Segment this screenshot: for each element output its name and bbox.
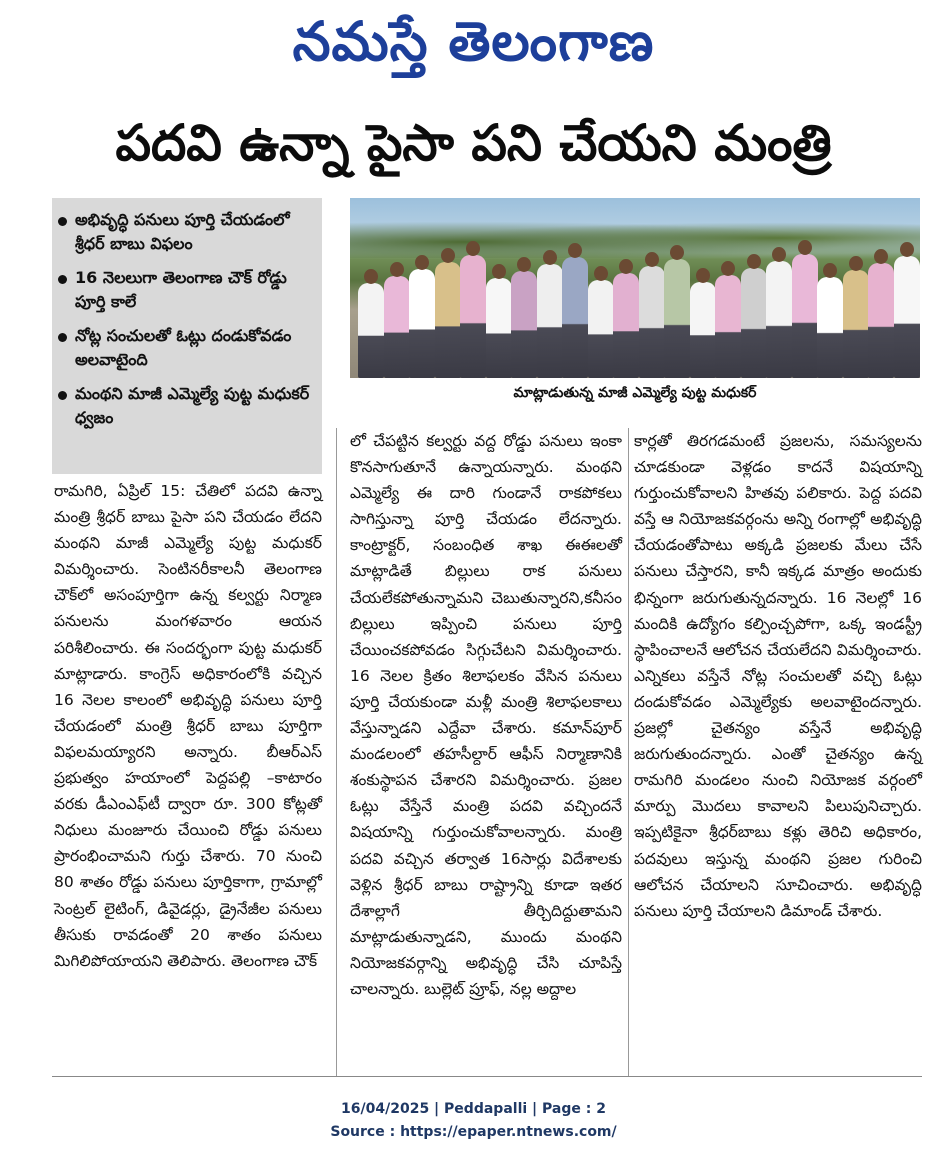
photo-person: [460, 255, 486, 378]
bullet-dot-icon: [58, 333, 67, 342]
photo-person: [588, 280, 614, 378]
photo-person: [537, 264, 563, 378]
photo-person: [358, 283, 384, 378]
photo-person-head: [645, 252, 659, 267]
photo-person-head: [696, 268, 710, 283]
photo-person-head: [747, 254, 761, 269]
photo-person-head: [492, 264, 506, 279]
photo-person-head: [568, 243, 582, 258]
photo-person: [486, 278, 512, 378]
footer-divider: [52, 1076, 922, 1077]
photo-person-head: [670, 245, 684, 260]
photo-person-head: [543, 250, 557, 265]
bullet-dot-icon: [58, 217, 67, 226]
photo-person: [868, 263, 894, 378]
photo-person-head: [823, 263, 837, 278]
highlight-item: [58, 382, 316, 430]
photo-person: [511, 271, 537, 378]
bullet-dot-icon: [58, 391, 67, 400]
photo-person: [741, 268, 767, 378]
photo-person-head: [466, 241, 480, 256]
photo-person: [613, 273, 639, 378]
photo-person: [817, 277, 843, 378]
photo-group-of-people: [350, 238, 920, 378]
column-divider: [336, 428, 337, 1076]
photo-person: [792, 254, 818, 378]
photo-person: [639, 266, 665, 378]
highlight-text: 16 నెలలుగా తెలంగాణ చౌక్ రోడ్డు పూర్తి కాలే: [75, 268, 287, 311]
photo-person-head: [619, 259, 633, 274]
highlight-text: నోట్ల సంచులతో ఓట్లు దండుకోవడం అలవాటైంది: [75, 326, 292, 369]
column-divider: [628, 428, 629, 1076]
photo-person-head: [798, 240, 812, 255]
photo-person-head: [441, 248, 455, 263]
photo-person-head: [390, 262, 404, 277]
photo-person: [843, 270, 869, 378]
photo-person: [715, 275, 741, 378]
photo-person-head: [721, 261, 735, 276]
highlight-item: [58, 208, 316, 256]
highlights-box: [52, 198, 322, 474]
photo-person: [766, 261, 792, 378]
photo-person: [409, 269, 435, 378]
photo-person-head: [849, 256, 863, 271]
bullet-dot-icon: [58, 275, 67, 284]
article-column-3: కార్లతో తిరగడమంటే ప్రజలను, సమస్యలను చూడకుండా వెళ్లడం కాదనే విషయాన్ని గుర్తుంచుకోవాలని హితవు పలికారు. పెద్ద పదవి వస్తే ఆ నియోజకవర్గంను అన్ని రంగాల్లో అభివృద్ధి చేయడంతోపాటు అక్కడి ప్రజలకు మేలు చేసే పనులు చేస్తారని, కానీ ఇక్కడ మాత్రం అందుకు భిన్నంగా జరుగుతున్నదన్నారు. 16 నెలల్లో 16 మందికి ఉద్యోగం కల్పించ్చపోగా, ఒక్క ఇండస్ట్రీ స్థాపించాలనే ఆలోచన చేయలేదని విమర్శించారు. ఎన్నికలు వస్తేనే నోట్ల సంచులతో వచ్చి ఓట్లు దండుకోవడం ఎమ్మెల్యేకు అలవాటైందన్నారు. ప్రజల్లో చైతన్యం వస్తేనే అభివృద్ధి జరుగుతుందన్నారు. ఎంతో చైతన్యం ఉన్న రామగిరి మండలం నుంచి నియోజక వర్గంలో మార్పు మొదలు కావాలని పిలుపునిచ్చారు. ఇప్పటికైనా శ్రీధర్‌బాబు కళ్లు తెరిచి అధికారం, పదవులు ఇస్తున్న మంథని ప్రజల గురించి ఆలోచన చేయాలని సూచించారు. అభివృద్ధి పనులు పూర్తి చేయాలని డిమాండ్ చేశారు.: [634, 432, 922, 920]
photo-person-head: [874, 249, 888, 264]
article-column-1: రామగిరి, ఏప్రిల్ 15: చేతిలో పదవి ఉన్నా మంత్రి శ్రీధర్ బాబు పైసా పని చేయడం లేదని మంథని మాజీ ఎమ్మెల్యే పుట్ట మధుకర్ విమర్శించారు. సెంటినరీకాలనీ తెలంగాణ చౌక్‌లో అసంపూర్తిగా ఉన్న కల్వర్టు నిర్మాణ పనులను మంగళవారం ఆయన పరిశీలించారు. ఈ సందర్భంగా పుట్ట మధుకర్ మాట్లాడారు. కాంగ్రెస్ అధికారంలోకి వచ్చిన 16 నెలల కాలంలో అభివృద్ధి పనులు పూర్తి చేయడంలో మంత్రి శ్రీధర్ బాబు పూర్తిగా విఫలమయ్యారని అన్నారు. బీఆర్ఎస్ ప్రభుత్వం హయాంలో పెద్దపల్లి –కాటారం వరకు డీఎంఎఫ్‌టీ ద్వారా రూ. 300 కోట్లతో నిధులు మంజూరు చేయించి రోడ్డు పనులు ప్రారంభించామని గుర్తు చేశారు. 70 నుంచి 80 శాతం రోడ్డు పనులు పూర్తికాగా, గ్రామాల్లో సెంట్రల్ లైటింగ్, డివైడర్లు, డ్రైనేజీల పనులు తీసుకు రావడంతో 20 శాతం పనులు మిగిలిపోయాయని తెలిపారు. తెలంగాణ చౌక్: [54, 482, 322, 970]
masthead-logo: నమస్తే తెలంగాణ: [292, 9, 655, 73]
photo-person: [894, 256, 920, 378]
photo-person-head: [517, 257, 531, 272]
highlight-item: [58, 266, 316, 314]
news-photo: [350, 198, 920, 378]
footer-source: Source : https://epaper.ntnews.com/: [330, 1124, 617, 1140]
highlight-text: మంథని మాజీ ఎమ్మెల్యే పుట్ట మధుకర్ ధ్వజం: [75, 384, 310, 427]
photo-person: [562, 257, 588, 378]
photo-person-head: [364, 269, 378, 284]
photo-person-head: [415, 255, 429, 270]
headline: పదవి ఉన్నా పైసా పని చేయని మంత్రి: [115, 114, 832, 172]
highlight-item: [58, 324, 316, 372]
photo-person-head: [900, 242, 914, 257]
photo-person: [664, 259, 690, 378]
footer-date-edition: 16/04/2025 | Peddapalli | Page : 2: [341, 1101, 606, 1117]
highlight-text: అభివృద్ధి పనులు పూర్తి చేయడంలో శ్రీధర్ బాబు విఫలం: [75, 210, 290, 253]
article-column-2: లో చేపట్టిన కల్వర్టు వద్ద రోడ్డు పనులు ఇంకా కొనసాగుతూనే ఉన్నాయన్నారు. మంథని ఎమ్మెల్యే ఈ దారి గుండానే రాకపోకలు సాగిస్తున్నా పూర్తి చేయడం లేదన్నారు. కాంట్రాక్టర్, సంబంధిత శాఖ ఈఈలతో మాట్లాడితే బిల్లులు రాక పనులు చేయలేకపోతున్నామని చెబుతున్నారని,కనీసం బిల్లులు ఇప్పించి పనులు పూర్తి చేయించకపోవడం సిగ్గుచేటని విమర్శించారు. 16 నెలల క్రితం శిలాఫలకం వేసిన పనులు పూర్తి చేయకుండా మళ్లీ మంత్రి శిలాఫలకాలు వేస్తున్నాడని ఎద్దేవా చేశారు. కమాన్‌పూర్ మండలంలో తహసీల్దార్ ఆఫీస్ నిర్మాణానికి శంకుస్థాపన చేశారని విమర్శించారు. ప్రజల ఓట్లు వేస్తేనే మంత్రి పదవి వచ్చిందనే విషయాన్ని గుర్తుంచుకోవాలన్నారు. మంత్రి పదవి వచ్చిన తర్వాత 16సార్లు విదేశాలకు వెళ్లిన శ్రీధర్ బాబు రాష్ట్రాన్ని కూడా ఇతర దేశాల్లాగే తీర్చిదిద్దుతామని మాట్లాడుతున్నాడని, ముందు మంథని నియోజకవర్గాన్ని అభివృద్ధి చేసి చూపిస్తే చాలన్నారు. బుల్లెట్ ప్రూఫ్, నల్ల అద్దాల: [350, 432, 622, 998]
photo-caption: మాట్లాడుతున్న మాజీ ఎమ్మెల్యే పుట్ట మధుకర్: [513, 385, 757, 401]
photo-person: [690, 282, 716, 378]
footer: [0, 1098, 947, 1144]
photo-person-head: [594, 266, 608, 281]
photo-person-head: [772, 247, 786, 262]
photo-person: [384, 276, 410, 378]
photo-person: [435, 262, 461, 378]
